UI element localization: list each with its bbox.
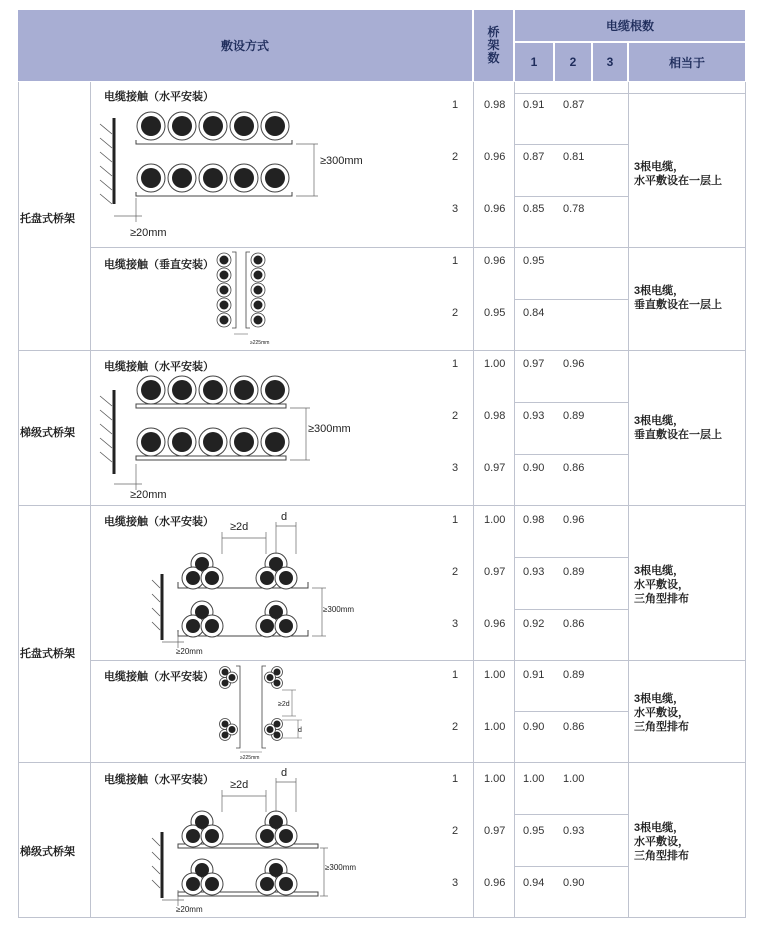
tray-count: 2 (452, 825, 459, 837)
section-label: 托盘式桥架 (20, 648, 75, 660)
equiv-text: 3根电缆， 垂直敷设在一层上 (634, 415, 722, 441)
factor-1: 0.96 (484, 203, 506, 215)
tray-count: 2 (452, 151, 459, 163)
factor-3: 0.78 (563, 203, 585, 215)
tray-count: 1 (452, 99, 459, 111)
factor-1: 0.98 (484, 99, 506, 111)
tray-count: 1 (452, 669, 459, 681)
tray-count: 2 (452, 566, 459, 578)
factor-3: 0.96 (563, 358, 585, 370)
dim-diameter: d (281, 511, 288, 523)
factor-3: 0.89 (563, 669, 585, 681)
factor-3: 0.93 (563, 825, 585, 837)
diagram-tray-horizontal (96, 104, 386, 244)
factor-3: 0.81 (563, 151, 585, 163)
group-title: 电缆接触（垂直安装） (104, 259, 214, 271)
header-method (18, 10, 472, 81)
factor-1: 0.96 (484, 151, 506, 163)
factor-2: 0.91 (523, 99, 545, 111)
factor-3: 0.90 (563, 877, 585, 889)
header-col-1 (515, 43, 553, 81)
header-col-3-label: 3 (606, 55, 614, 69)
factor-2: 0.84 (523, 307, 545, 319)
tray-count: 3 (452, 462, 459, 474)
factor-1: 0.98 (484, 410, 506, 422)
factor-3: 0.96 (563, 514, 585, 526)
dim-diameter: d (298, 727, 302, 734)
header-method-label: 敷设方式 (220, 39, 269, 53)
factor-3: 1.00 (563, 773, 585, 785)
group-title: 电缆接触（水平安装） (104, 361, 214, 373)
factor-1: 0.96 (484, 618, 506, 630)
factor-2: 0.87 (523, 151, 545, 163)
equiv-text: 3根电缆， 水平敷设， 三角型排布 (634, 693, 689, 733)
factor-1: 1.00 (484, 514, 506, 526)
factor-3: 0.86 (563, 618, 585, 630)
factor-2: 0.97 (523, 358, 545, 370)
factor-2: 0.93 (523, 566, 545, 578)
tray-count: 2 (452, 307, 459, 319)
factor-2: 0.90 (523, 462, 545, 474)
factor-2: 0.92 (523, 618, 545, 630)
equiv-text: 3根电缆， 垂直敷设在一层上 (634, 285, 722, 311)
diagram-tray-trefoil-vertical (210, 662, 320, 760)
factor-1: 0.97 (484, 566, 506, 578)
tray-count: 1 (452, 773, 459, 785)
factor-3: 0.89 (563, 566, 585, 578)
factor-1: 1.00 (484, 669, 506, 681)
factor-3: 0.89 (563, 410, 585, 422)
factor-1: 0.97 (484, 462, 506, 474)
dim-wall: ≥20mm (176, 905, 203, 914)
factor-1: 0.97 (484, 825, 506, 837)
section-label: 梯级式桥架 (20, 846, 75, 858)
dim-spacing: ≥225mm (240, 755, 260, 761)
factor-1: 0.96 (484, 255, 506, 267)
dim-wall: ≥20mm (130, 489, 167, 501)
tray-count: 2 (452, 721, 459, 733)
header-cables-label: 电缆根数 (605, 19, 654, 33)
diagram-ladder-horizontal (96, 376, 386, 504)
group-title: 电缆接触（水平安装） (104, 671, 214, 683)
factor-1: 1.00 (484, 721, 506, 733)
tray-count: 3 (452, 877, 459, 889)
dim-spacing: ≥300mm (325, 863, 357, 872)
factor-2: 0.95 (523, 255, 545, 267)
factor-2: 1.00 (523, 773, 545, 785)
group-title: 电缆接触（水平安装） (104, 774, 214, 786)
header-equiv-label: 相当于 (668, 55, 705, 70)
factor-2: 0.94 (523, 877, 545, 889)
dim-gap: ≥2d (230, 779, 249, 791)
header-col-2 (555, 43, 591, 81)
header-equiv (629, 43, 745, 81)
tray-count: 1 (452, 358, 459, 370)
dim-gap: ≥2d (278, 701, 290, 708)
section-label: 梯级式桥架 (20, 427, 75, 439)
group-title: 电缆接触（水平安装） (104, 516, 214, 528)
dim-spacing: ≥300mm (323, 605, 355, 614)
header-col-1-label: 1 (530, 55, 538, 69)
equiv-text: 3根电缆， 水平敷设， 三角型排布 (634, 565, 689, 605)
factor-3: 0.86 (563, 462, 585, 474)
factor-1: 0.95 (484, 307, 506, 319)
dim-spacing: ≥300mm (308, 423, 351, 435)
dim-wall: ≥20mm (176, 647, 203, 656)
header-col-3 (593, 43, 627, 81)
tray-count: 1 (452, 255, 459, 267)
section-label: 托盘式桥架 (20, 213, 75, 225)
factor-1: 1.00 (484, 773, 506, 785)
factor-2: 0.98 (523, 514, 545, 526)
tray-count: 2 (452, 410, 459, 422)
dim-wall: ≥20mm (130, 227, 167, 239)
factor-1: 1.00 (484, 358, 506, 370)
dim-spacing: ≥225mm (250, 340, 270, 346)
factor-3: 0.87 (563, 99, 585, 111)
header-trays (474, 10, 513, 81)
tray-count: 3 (452, 203, 459, 215)
equiv-text: 3根电缆， 水平敷设， 三角型排布 (634, 822, 689, 862)
diagram-ladder-trefoil (150, 764, 380, 916)
tray-count: 3 (452, 618, 459, 630)
header-trays-label: 桥 架 数 (487, 25, 500, 65)
factor-3: 0.86 (563, 721, 585, 733)
factor-2: 0.95 (523, 825, 545, 837)
diagram-tray-trefoil (150, 508, 380, 656)
factor-2: 0.93 (523, 410, 545, 422)
factor-1: 0.96 (484, 877, 506, 889)
group-title: 电缆接触（水平安装） (104, 91, 214, 103)
dim-spacing: ≥300mm (320, 155, 363, 167)
header-cables (515, 10, 745, 41)
diagram-tray-vertical (210, 248, 290, 348)
dim-gap: ≥2d (230, 521, 249, 533)
tray-count: 1 (452, 514, 459, 526)
factor-2: 0.90 (523, 721, 545, 733)
header-col-2-label: 2 (569, 55, 577, 69)
factor-2: 0.91 (523, 669, 545, 681)
factor-2: 0.85 (523, 203, 545, 215)
dim-diameter: d (281, 767, 288, 779)
equiv-text: 3根电缆， 水平敷设在一层上 (634, 161, 722, 187)
